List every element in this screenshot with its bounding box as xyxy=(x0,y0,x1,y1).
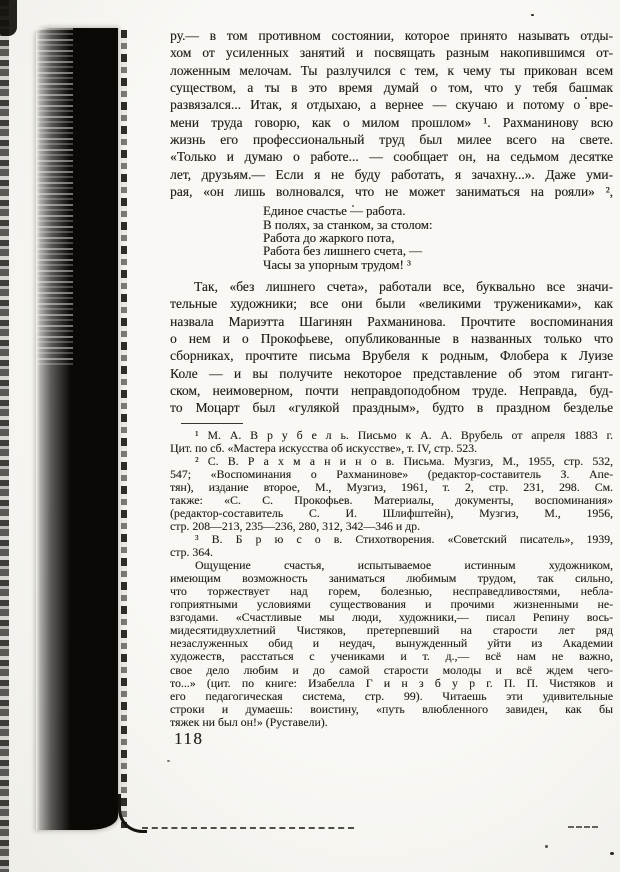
text-line: мидесятидвухлетний Чистяков, претерпевший на старости лет ряд xyxy=(170,623,613,638)
page-text-column xyxy=(170,27,613,729)
text-line: назвала Мариэтта Шагинян Рахманинова. Прочтите воспоминания xyxy=(170,313,613,329)
text-line: Часы за упорным трудом! ³ xyxy=(263,257,411,272)
gutter-edge-dots xyxy=(121,30,127,828)
text-line: ложенным мелочам. Ты разлучился с тем, к чему ты прикован всем xyxy=(170,62,613,78)
text-line: что торжествует над горем, болезнью, несправедливостями, небла- xyxy=(170,584,613,599)
text-line: существом, а ты в это время думай о том, что у тебя башмак xyxy=(170,80,613,96)
text-line: тяжек ни был он!» (Руставели). xyxy=(170,714,328,729)
text-line: тельные художники; все они были «великими тружениками», как xyxy=(170,296,613,312)
text-line: сборниках, прочтите письма Врубеля к родным, Флобера к Луизе xyxy=(170,348,613,364)
text-line: Ощущение счастья, испытываемое истинным художником, xyxy=(195,558,613,573)
text-line: стр. 364. xyxy=(170,545,213,560)
text-line: его педагогическая система, стр. 99). Читаешь эти удивительные xyxy=(170,688,613,703)
scan-speck xyxy=(610,852,614,855)
text-line: стр. 208—213, 235—236, 280, 312, 342—346 и др. xyxy=(170,519,420,533)
text-line: о нем и о Прокофьеве, опубликованные в названных только что xyxy=(170,330,613,346)
text-line: ³ В. Б р ю с о в. Стихотворения. «Советский писатель», 1939, xyxy=(195,532,613,547)
page-edge-strip xyxy=(0,0,9,872)
text-line: ру.— в том противном состоянии, которое принято называть отды- xyxy=(170,28,613,43)
text-line: тян), издание второе, М., Музгиз, 1961, т. 2, стр. 231, 298. См. xyxy=(170,479,613,494)
text-line: свое дело любим и до самой старости молоды и всё ждем чего- xyxy=(170,662,613,677)
text-line: взгодами. «Счастливые мы люди, художники,— писал Репину вось- xyxy=(170,610,613,625)
text-line: мени труда говорю, как о милом прошлом» ¹. Рахманинову всю xyxy=(170,114,613,130)
text-line: лет, друзьям.— Если я не буду работать, я зачахну...». Даже уми- xyxy=(170,166,613,182)
text-line: (редактор-составитель С. И. Шлифштейн), Музгиз, М., 1956, xyxy=(170,505,613,520)
page-curl-dash xyxy=(568,826,598,828)
text-line: то Моцарт был «гулякой праздным», будто в праздном безделье xyxy=(170,400,613,416)
page-number: 118 xyxy=(174,729,204,748)
footnote-separator xyxy=(181,423,243,424)
footnotes-block xyxy=(170,429,613,729)
text-line: незаслуженных обид и неудач, вынужденный уйти из Академии xyxy=(170,636,613,651)
text-line: Так, «без лишнего счета», работали все, буквально все значи- xyxy=(194,278,613,294)
text-line: хом от усиленных занятий и посвящать разным накопившимся от- xyxy=(170,45,613,61)
text-line: имеющим возможность заниматься любимым трудом, так сильно, xyxy=(170,571,613,586)
scan-speck xyxy=(545,845,548,848)
text-line: также: «С. С. Прокофьев. Материалы, документы, воспоминания» xyxy=(170,492,613,507)
text-line: жизнь его профессиональный труд был милее всего на свете. xyxy=(170,132,613,148)
scan-corner-blob xyxy=(0,0,17,36)
text-line: «Только и думаю о работе... — сообщает он, на седьмом десятке xyxy=(170,149,613,165)
text-line: ¹ М. А. В р у б е л ь. Письмо к А. А. Врубель от апреля 1883 г. xyxy=(195,427,613,442)
text-line: 547; «Воспоминания о Рахманинове» (редактор-составитель З. Апе- xyxy=(170,466,613,481)
book-gutter-shadow xyxy=(36,28,118,830)
poem-quote xyxy=(263,205,613,271)
scan-speck xyxy=(167,760,170,762)
text-line: ² С. В. Р а х м а н и н о в. Письма. Музгиз, М., 1955, стр. 532, xyxy=(195,453,613,468)
page-curl-dash xyxy=(142,827,354,829)
text-line: Работа без лишнего счета, — xyxy=(263,244,422,259)
opening-paragraph xyxy=(170,27,613,200)
text-line: рая, «он лишь волновался, что не может заниматься на рояли» ², xyxy=(170,184,613,200)
text-line: то...» (цит. по книге: Изабелла Г и н з б у р г. П. П. Чистяков и xyxy=(170,675,613,690)
text-line: гоприятными условиями существования и прочими жизненными не- xyxy=(170,597,613,612)
text-line: В полях, за станком, за столом: xyxy=(263,217,433,232)
text-line: Единое счастье — работа. xyxy=(263,204,406,219)
text-line: художеств, расстаться с учениками и т. д.,— всё нам не важно, xyxy=(170,649,613,664)
text-line: Цит. по сб. «Мастера искусства об искусстве», т. IV, стр. 523. xyxy=(170,440,478,455)
text-line: ском, неимоверном, почти неправдоподобном труде. Неправда, буд- xyxy=(170,382,613,398)
text-line: Коле — и вы получите некоторое представление об этом гигант- xyxy=(170,365,613,381)
text-line: развязался... Итак, я отдыхаю, а вернее — скучаю и потому о вре- xyxy=(170,97,613,113)
second-paragraph xyxy=(170,278,613,417)
text-line: Работа до жаркого пота, xyxy=(263,231,395,246)
text-line: строки и думаешь: воистину, «путь влюбленного завиден, как бы xyxy=(170,701,613,716)
scan-speck xyxy=(531,14,534,16)
